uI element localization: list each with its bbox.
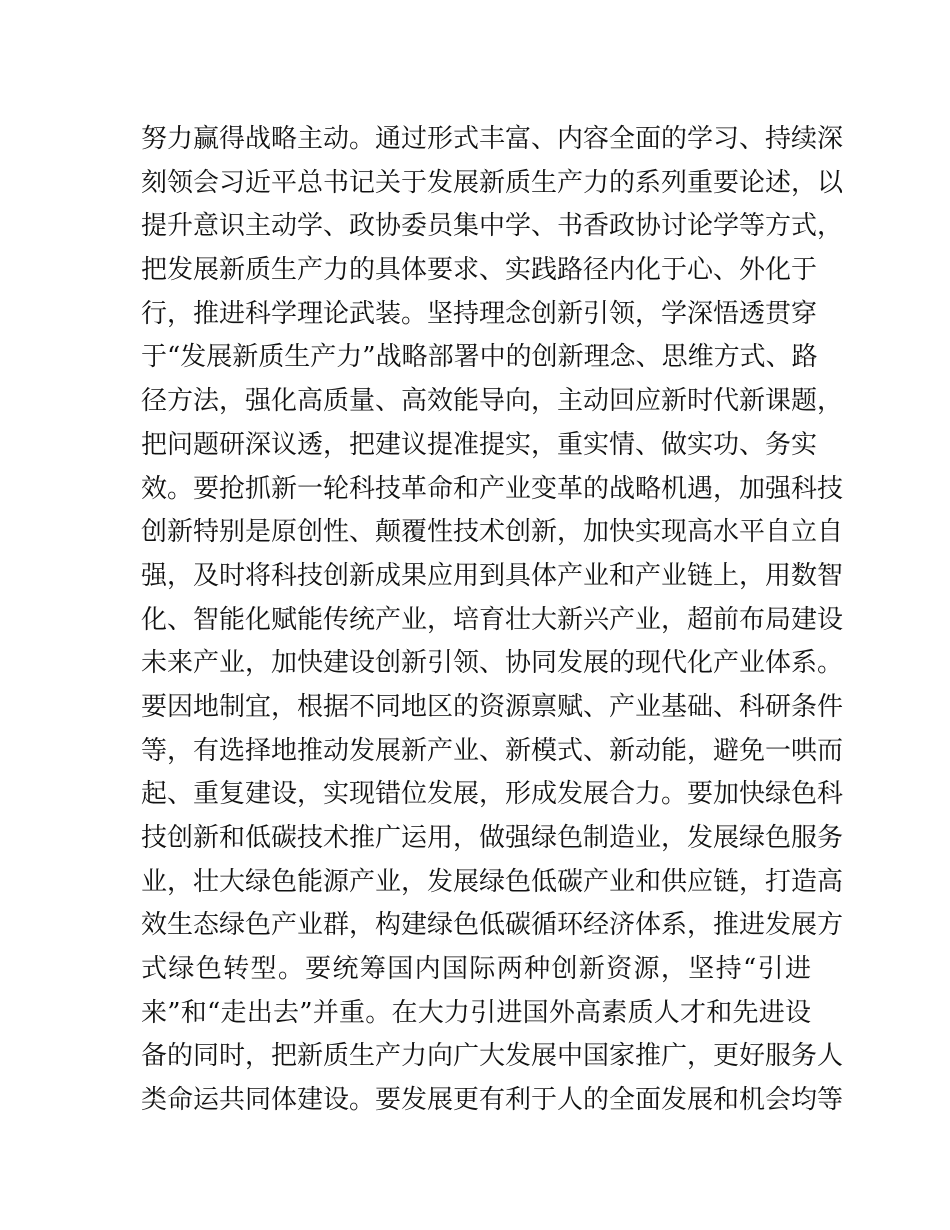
text-line: 径方法，强化高质量、高效能导向，主动回应新时代新课题， — [141, 386, 844, 417]
text-line: 起、重复建设，实现错位发展，形成发展合力。要加快绿色科 — [141, 779, 844, 810]
text-line: 业，壮大绿色能源产业，发展绿色低碳产业和供应链，打造高 — [141, 866, 844, 897]
text-line: 强，及时将科技创新成果应用到具体产业和产业链上，用数智 — [141, 560, 844, 591]
text-line: 备的同时，把新质生产力向广大发展中国家推广，更好服务人 — [141, 1041, 844, 1072]
text-line: 于“发展新质生产力”战略部署中的创新理念、思维方式、路 — [141, 342, 818, 373]
text-line: 式绿色转型。要统筹国内国际两种创新资源，坚持“引进 — [141, 954, 811, 985]
text-line: 技创新和低碳技术推广运用，做强绿色制造业，发展绿色服务 — [141, 823, 844, 853]
text-line: 把发展新质生产力的具体要求、实践路径内化于心、外化于 — [141, 255, 818, 286]
text-line: 把问题研深议透，把建议提准提实，重实情、做实功、务实 — [141, 429, 818, 460]
text-line: 努力赢得战略主动。通过形式丰富、内容全面的学习、持续深 — [141, 124, 844, 154]
text-line: 提升意识主动学、政协委员集中学、书香政协讨论学等方式， — [141, 211, 844, 242]
text-line: 行，推进科学理论武装。坚持理念创新引领，学深悟透贯穿 — [141, 298, 818, 329]
text-line: 未来产业，加快建设创新引领、协同发展的现代化产业体系。 — [141, 648, 844, 679]
text-line: 等，有选择地推动发展新产业、新模式、新动能，避免一哄而 — [141, 735, 844, 766]
text-line: 要因地制宜，根据不同地区的资源禀赋、产业基础、科研条件 — [141, 691, 844, 722]
text-line: 效。要抢抓新一轮科技革命和产业变革的战略机遇，加强科技 — [141, 473, 844, 504]
text-line: 来”和“走出去”并重。在大力引进国外高素质人才和先进设 — [141, 997, 811, 1028]
text-line: 类命运共同体建设。要发展更有利于人的全面发展和机会均等 — [141, 1085, 844, 1116]
text-line: 刻领会习近平总书记关于发展新质生产力的系列重要论述，以 — [141, 167, 844, 198]
text-line: 创新特别是原创性、颠覆性技术创新，加快实现高水平自立自 — [141, 517, 844, 548]
text-line: 化、智能化赋能传统产业，培育壮大新兴产业，超前布局建设 — [141, 604, 844, 635]
body-paragraph — [141, 118, 844, 1123]
text-line: 效生态绿色产业群，构建绿色低碳循环经济体系，推进发展方 — [141, 910, 844, 941]
